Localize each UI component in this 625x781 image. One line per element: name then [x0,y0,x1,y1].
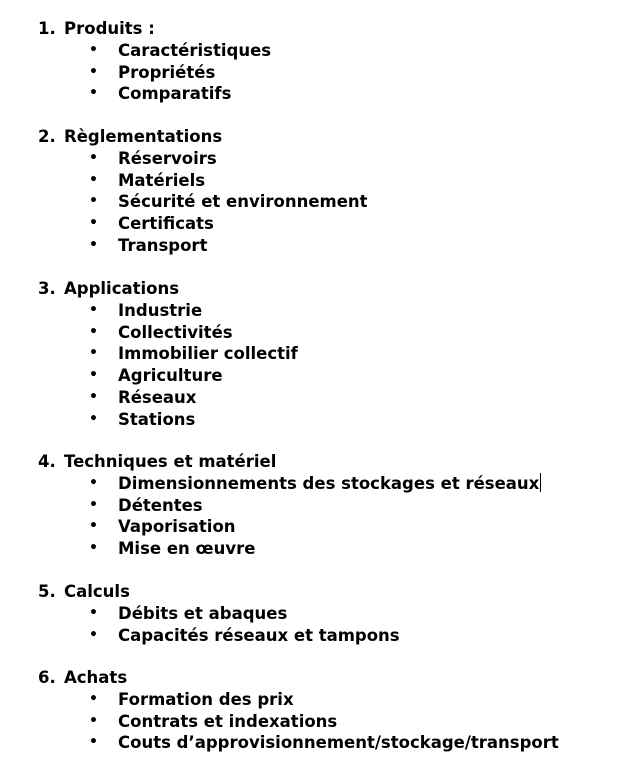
list-item [0,365,625,387]
bullet-icon: • [89,215,98,232]
bullet-icon: • [89,626,98,643]
section-title: Calculs [64,582,130,601]
list-item [0,495,625,517]
section-heading [0,451,625,473]
section-heading [0,18,625,40]
bullet-icon: • [89,85,98,102]
list-item [0,40,625,62]
list-item-text: Réseaux [118,387,197,407]
bullet-icon: • [89,734,98,751]
bullet-icon: • [89,690,98,707]
list-item-text: Sécurité et environnement [118,192,368,212]
bullet-icon: • [89,367,98,384]
text-cursor [540,473,541,492]
bullet-icon: • [89,63,98,80]
section-number: 3. [38,279,56,298]
section-5 [0,581,625,646]
list-item-text: Comparatifs [118,84,232,104]
list-item [0,191,625,213]
list-item [0,603,625,625]
section-title: Produits : [64,19,155,38]
list-item [0,516,625,538]
section-number: 2. [38,127,56,146]
section-4 [0,451,625,560]
bullet-icon: • [89,410,98,427]
list-item-text: Collectivités [118,322,233,342]
bullet-icon: • [89,236,98,253]
list-item [0,625,625,647]
list-item [0,732,625,754]
list-item [0,322,625,344]
list-item-text [118,473,541,495]
bullet-icon: • [89,345,98,362]
list-item [0,343,625,365]
list-item [0,148,625,170]
list-item [0,83,625,105]
list-item [0,473,625,495]
bullet-icon: • [89,540,98,557]
bullet-icon: • [89,149,98,166]
bullet-icon: • [89,171,98,188]
list-item-text: Capacités réseaux et tampons [118,625,400,645]
list-item-text: Mise en œuvre [118,539,256,559]
section-number: 4. [38,452,56,471]
list-item [0,538,625,560]
list-item-text: Stations [118,409,196,429]
bullet-icon: • [89,604,98,621]
list-item [0,409,625,431]
list-item [0,300,625,322]
list-item-text: Immobilier collectif [118,344,298,364]
list-item-text: Industrie [118,300,203,320]
list-item [0,235,625,257]
list-item-text: Détentes [118,495,203,515]
section-number: 6. [38,668,56,687]
list-item [0,62,625,84]
section-title: Achats [64,668,128,687]
section-number: 1. [38,19,56,38]
list-item-text: Formation des prix [118,689,294,709]
list-item-text: Certificats [118,214,214,234]
list-item [0,170,625,192]
section-heading [0,667,625,689]
bullet-icon: • [89,301,98,318]
section-heading [0,126,625,148]
section-3 [0,278,625,431]
list-item-text: Transport [118,235,208,255]
list-item-label: Dimensionnements des stockages et réseaux [118,473,540,493]
bullet-icon: • [89,474,98,491]
section-6 [0,667,625,754]
list-item-text: Vaporisation [118,517,236,537]
list-item-text: Agriculture [118,366,223,386]
bullet-icon: • [89,41,98,58]
bullet-icon: • [89,496,98,513]
list-item-text: Matériels [118,170,206,190]
section-2 [0,126,625,257]
list-item [0,711,625,733]
list-item-text: Propriétés [118,62,216,82]
bullet-icon: • [89,518,98,535]
bullet-icon: • [89,388,98,405]
bullet-icon: • [89,712,98,729]
list-item-text: Réservoirs [118,148,217,168]
bullet-icon: • [89,193,98,210]
section-number: 5. [38,582,56,601]
list-item-text: Contrats et indexations [118,711,338,731]
section-heading [0,581,625,603]
list-item [0,689,625,711]
section-title: Techniques et matériel [64,452,277,471]
section-1 [0,18,625,105]
bullet-icon: • [89,323,98,340]
section-title: Applications [64,279,180,298]
list-item [0,213,625,235]
list-item [0,387,625,409]
section-heading [0,278,625,300]
list-item-text: Débits et abaques [118,603,288,623]
list-item-text: Couts d’approvisionnement/stockage/transport [118,733,559,753]
list-item-text: Caractéristiques [118,40,272,60]
section-title: Règlementations [64,127,223,146]
